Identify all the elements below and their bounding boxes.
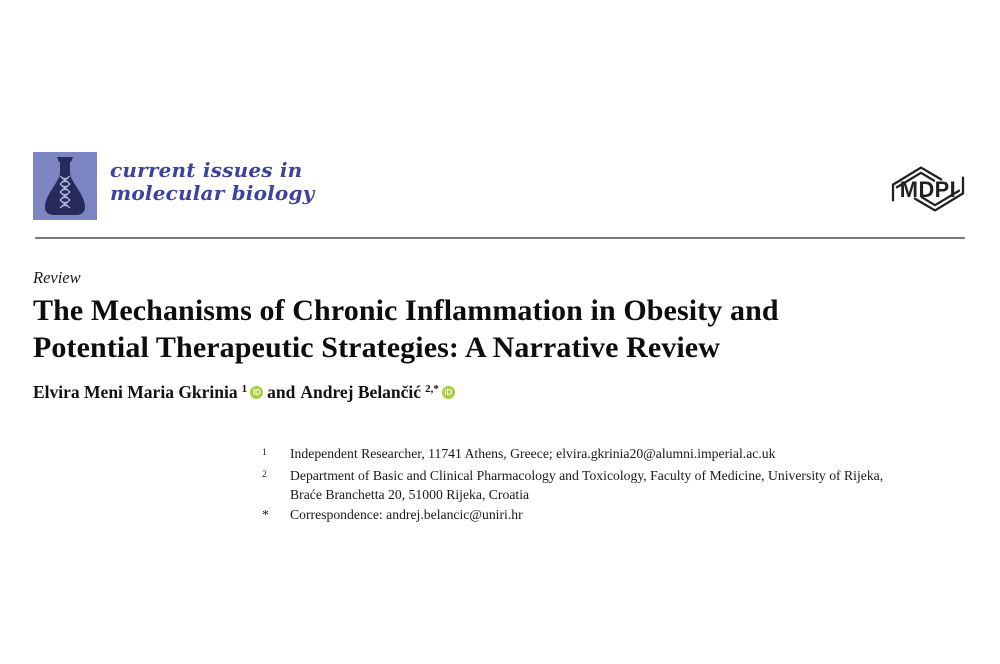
affiliation-row-1	[262, 444, 968, 466]
journal-name	[110, 159, 314, 205]
affiliation-marker: 2	[262, 469, 267, 480]
article-type-label: Review	[33, 268, 81, 287]
article-title-line2: Potential Therapeutic Strategies: A Narrative Review	[33, 331, 720, 364]
affiliation-text: Department of Basic and Clinical Pharmacology and Toxicology, Faculty of Medicine, University of Rijeka, Braće Branchetta 20, 51000 Rijeka, Croatia	[290, 467, 884, 503]
mdpi-logo-text: MDPI	[899, 176, 957, 202]
affiliation-row-2	[262, 466, 968, 505]
affiliation-row-correspondence	[262, 505, 968, 524]
journal-name-line1: current issues in	[110, 158, 303, 182]
affiliation-text: Independent Researcher, 11741 Athens, Greece; elvira.gkrinia20@alumni.imperial.ac.uk	[290, 446, 776, 461]
flask-dna-icon	[33, 152, 97, 220]
mdpi-logo	[886, 159, 970, 219]
author-affiliation-ref-1: 1	[241, 383, 248, 395]
orcid-icon[interactable]: iD	[250, 386, 263, 399]
affiliation-text: Correspondence: andrej.belancic@uniri.hr	[290, 506, 523, 522]
author-name-1: Elvira Meni Maria Gkrinia	[33, 382, 238, 402]
article-title	[33, 292, 943, 366]
byline-connector: and	[267, 382, 296, 402]
author-name-2: Andrej Belančić	[300, 382, 422, 402]
orcid-icon[interactable]: iD	[442, 386, 455, 399]
author-affiliation-ref-2: 2,*	[425, 383, 439, 395]
header-divider	[35, 237, 965, 239]
article-title-line1: The Mechanisms of Chronic Inflammation in Obesity and	[33, 294, 779, 327]
affiliation-marker: 1	[262, 448, 267, 458]
affiliation-marker: *	[262, 506, 269, 522]
affiliations	[262, 444, 968, 524]
author-byline	[33, 382, 455, 403]
journal-name-line2: molecular biology	[110, 181, 315, 205]
journal-logo	[33, 152, 97, 220]
